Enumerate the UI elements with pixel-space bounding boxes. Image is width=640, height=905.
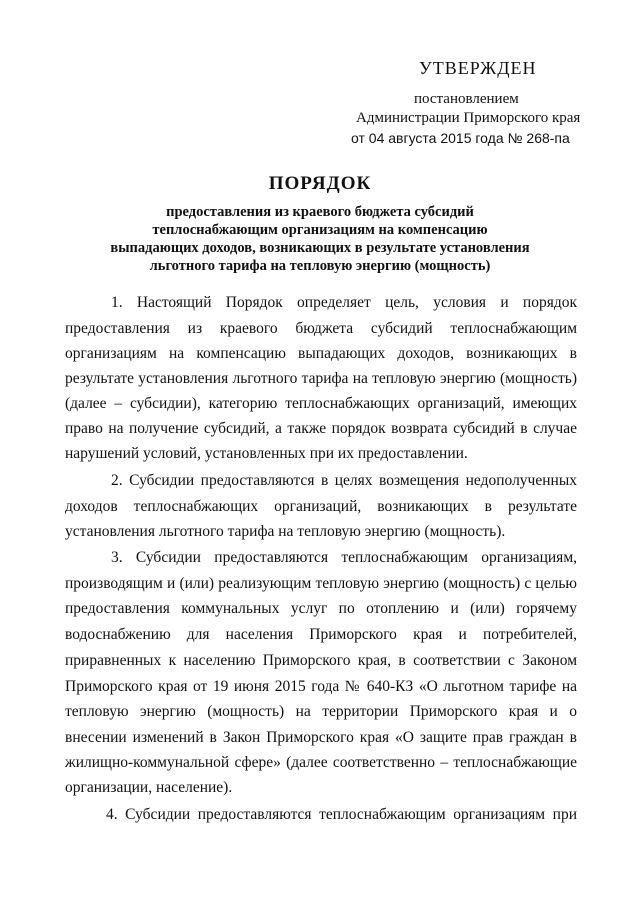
paragraph-line: предоставления коммунальных услуг по отоплению и (или) горячему [65, 600, 577, 617]
paragraph-line: внесении изменений в Закон Приморского края «О защите прав граждан в [65, 729, 577, 746]
approval-line-2: Администрации Приморского края [356, 110, 581, 126]
paragraph-line: производящим и (или) реализующим тепловую энергию (мощность) с целью [65, 575, 577, 592]
paragraph-line: организации, население). [65, 779, 233, 796]
approval-line-1: постановлением [414, 91, 519, 107]
paragraph-line: предоставления из краевого бюджета субсидий теплоснабжающим [65, 320, 577, 337]
paragraph-line: результате установления льготного тарифа на тепловую энергию (мощность) [65, 370, 577, 387]
approval-date-line: от 04 августа 2015 года № 268-па [351, 130, 570, 146]
approval-stamp: УТВЕРЖДЕН [419, 58, 537, 78]
paragraph-line: доходов теплоснабжающих организаций, возникающих в результате [65, 498, 577, 515]
paragraph-line: приравненных к населению Приморского края, в соответствии с Законом [65, 652, 577, 669]
subtitle-line: выпадающих доходов, возникающих в результате установления [110, 240, 530, 256]
paragraph-line: Приморского края от 19 июня 2015 года № 640-КЗ «О льготном тарифе на [65, 678, 577, 695]
paragraph-line: нарушений условий, установленных при их предоставлении. [65, 445, 468, 462]
paragraph-line: 2. Субсидии предоставляются в целях возмещения недополученных [111, 472, 577, 489]
subtitle-line: предоставления из краевого бюджета субсидий [166, 204, 474, 220]
paragraph-line: водоснабжению для населения Приморского края и потребителей, [65, 626, 577, 643]
paragraph-line: право на получение субсидий, а также порядок возврата субсидий в случае [65, 420, 577, 437]
subtitle-line: льготного тарифа на тепловую энергию (мощность) [149, 258, 491, 274]
paragraph-line: 3. Субсидии предоставляются теплоснабжающим организациям, [111, 549, 577, 566]
paragraph-line: тепловую энергию (мощность) на территории Приморского края и о [65, 703, 577, 720]
paragraph-line: 4. Субсидии предоставляются теплоснабжающим организациям при [106, 806, 577, 823]
paragraph-line: установления льготного тарифа на тепловую энергию (мощность). [65, 523, 506, 540]
paragraph-line: организациям на компенсацию выпадающих доходов, возникающих в [65, 345, 577, 362]
paragraph-line: (далее – субсидии), категорию теплоснабжающих организаций, имеющих [65, 395, 577, 412]
paragraph-line: жилищно-коммунальной сфере» (далее соответственно – теплоснабжающие [65, 754, 577, 771]
document-title: ПОРЯДОК [268, 173, 372, 194]
paragraph-line: 1. Настоящий Порядок определяет цель, условия и порядок [111, 294, 577, 311]
subtitle-line: теплоснабжающим организациям на компенсацию [152, 222, 488, 238]
